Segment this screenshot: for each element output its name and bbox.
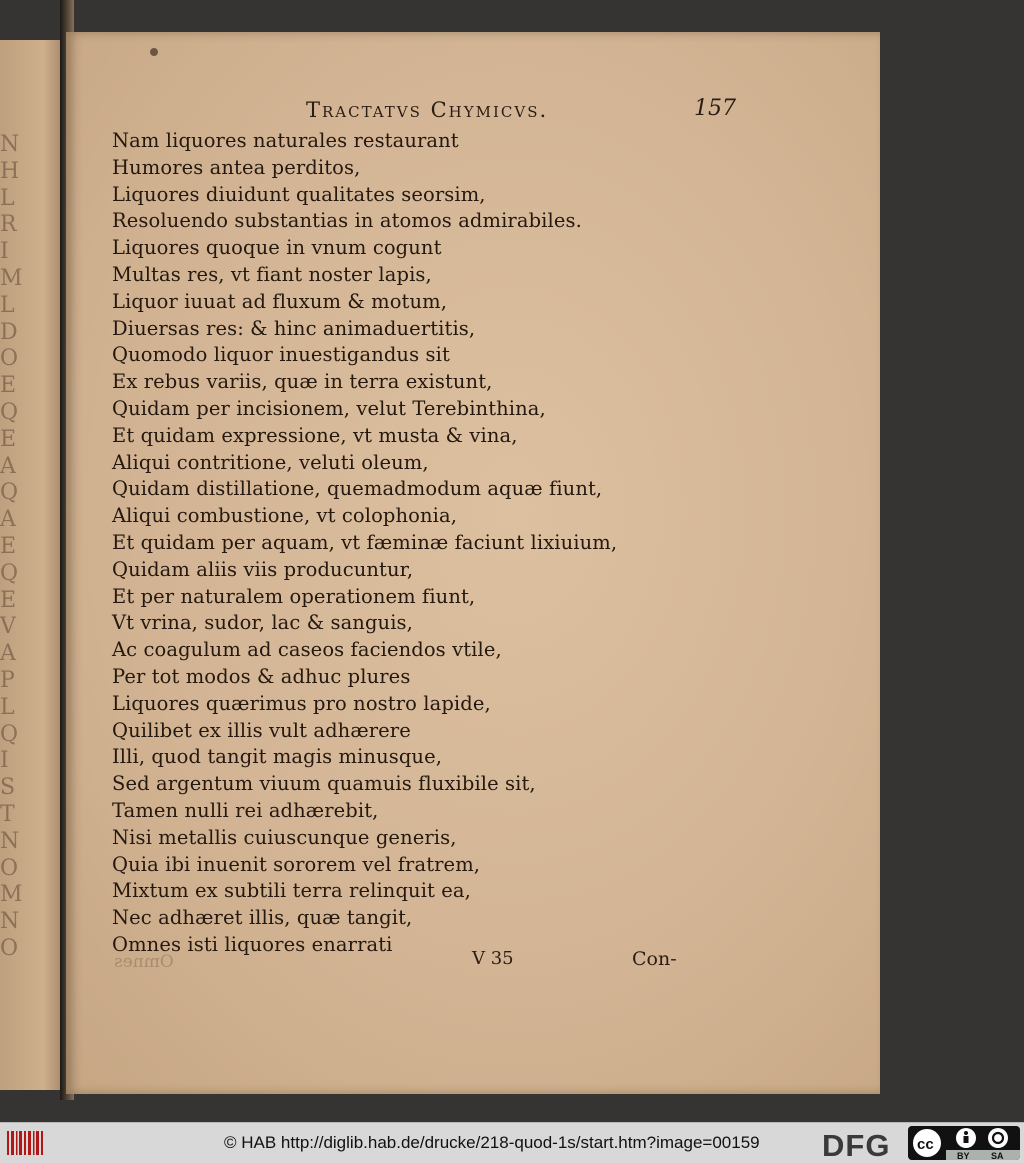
facing-page-letter: N (0, 132, 20, 157)
verse-line: Illi, quod tangit magis minusque, (112, 745, 443, 769)
book-page (66, 32, 880, 1094)
verse-line: Quidam per incisionem, velut Terebinthina, (112, 396, 546, 420)
facing-page-letter: A (0, 507, 16, 533)
facing-page-letter: L (0, 694, 15, 720)
verse-line: Mixtum ex subtili terra relinquit ea, (112, 879, 471, 903)
cc-sa-label: SA (991, 1151, 1004, 1160)
verse-line: Et quidam per aquam, vt fæminæ faciunt lixiuium, (112, 530, 618, 554)
facing-page-letter: T (0, 802, 15, 827)
verse-line: Nam liquores naturales restaurant (112, 129, 459, 152)
facing-page-letter: E (0, 373, 17, 399)
page-footer (66, 944, 880, 984)
verse-line: Et per naturalem operationem fiunt, (112, 584, 476, 608)
facing-page-letter: E (0, 426, 17, 452)
verse-line: Liquor iuuat ad fluxum & motum, (112, 289, 448, 313)
paper-speck (150, 48, 158, 56)
sa-icon (988, 1128, 1008, 1148)
dfg-label: DFG (822, 1128, 891, 1161)
facing-page-letter: E (0, 534, 17, 559)
verse-line: Vt vrina, sudor, lac & sanguis, (112, 611, 413, 635)
facing-page-letter: Q (0, 721, 19, 747)
verse-line: Nec adhæret illis, quæ tangit, (112, 906, 413, 930)
cc-by-label: BY (957, 1151, 970, 1160)
facing-page-letter: M (0, 882, 23, 908)
facing-page-letter: N (0, 909, 20, 935)
facing-page-letter: O (0, 936, 19, 961)
facing-page-letter: I (0, 748, 9, 774)
verse-line: Liquores quoque in vnum cogunt (112, 236, 442, 260)
hab-barcode-logo[interactable] (6, 1129, 46, 1157)
verse-line: Per tot modos & adhuc plures (112, 664, 411, 688)
verse-line: Multas res, vt fiant noster lapis, (112, 262, 432, 286)
signature-mark: V 35 (472, 948, 514, 969)
facing-page-letter: Q (0, 400, 19, 425)
facing-page-edge (0, 40, 62, 1090)
verse-line: Omnes isti liquores enarrati (112, 932, 393, 956)
bleed-through-text: Omnes (114, 952, 174, 972)
verse-line: Resoluendo substantias in atomos admirabiles. (112, 209, 582, 233)
verse-line: Quia ibi inuenit sororem vel fratrem, (112, 852, 481, 876)
verse-line: Quomodo liquor inuestigandus sit (112, 343, 450, 367)
svg-text:cc: cc (917, 1136, 934, 1153)
facing-page-letter: P (0, 668, 15, 693)
page-number: 157 (694, 96, 736, 121)
verse-line: Liquores diuidunt qualitates seorsim, (112, 182, 486, 206)
verse-line: Quilibet ex illis vult adhærere (112, 718, 411, 742)
verse-line: Sed argentum viuum quamuis fluxibile sit, (112, 772, 536, 796)
facing-page-letter: S (0, 775, 16, 801)
dfg-logo[interactable] (820, 1127, 904, 1161)
verse-line: Liquores quærimus pro nostro lapide, (112, 691, 491, 715)
catchword: Con- (632, 948, 677, 970)
facing-page-letter: M (0, 266, 23, 291)
verse-line: Diuersas res: & hinc animaduertitis, (112, 316, 476, 340)
facing-page-letter: I (0, 239, 9, 265)
facing-page-letter: L (0, 185, 15, 211)
facing-page-letter: L (0, 292, 15, 318)
verse-line: Ex rebus variis, quæ in terra existunt, (112, 370, 493, 394)
facing-page-letter: R (0, 212, 17, 238)
verse-line: Tamen nulli rei adhærebit, (112, 798, 379, 822)
facing-page-letter: Q (0, 560, 19, 586)
verse-line: Aliqui combustione, vt colophonia, (112, 504, 458, 528)
verse-text (112, 128, 752, 959)
facing-page-letter: A (0, 641, 16, 667)
facing-page-letter: N (0, 828, 20, 854)
verse-line: Aliqui contritione, veluti oleum, (112, 450, 429, 474)
facing-page-letter: V (0, 614, 16, 640)
copyright-url[interactable]: © HAB http://diglib.hab.de/drucke/218-quod-1s/start.htm?image=00159 (224, 1133, 760, 1152)
facing-page-letter: H (0, 158, 20, 184)
facing-page-letter: E (0, 587, 17, 613)
viewer-footer-bar (0, 1122, 1024, 1163)
facing-page-letter: A (0, 453, 16, 479)
facing-page-letter: D (0, 319, 18, 345)
facing-page-letter: O (0, 346, 19, 372)
page-header (216, 94, 776, 128)
cc-by-sa-badge[interactable] (908, 1126, 1020, 1160)
running-title: Tractatvs Chymicvs. (306, 98, 549, 122)
verse-line: Et quidam expressione, vt musta & vina, (112, 423, 518, 447)
verse-line: Quidam aliis viis producuntur, (112, 557, 414, 581)
verse-line: Humores antea perditos, (112, 155, 361, 179)
facing-page-letter: O (0, 855, 19, 881)
verse-line: Quidam distillatione, quemadmodum aquæ fiunt, (112, 477, 603, 501)
facing-page-letter: Q (0, 480, 19, 506)
verse-line: Ac coagulum ad caseos faciendos vtile, (112, 638, 502, 662)
verse-line: Nisi metallis cuiuscunque generis, (112, 825, 457, 849)
